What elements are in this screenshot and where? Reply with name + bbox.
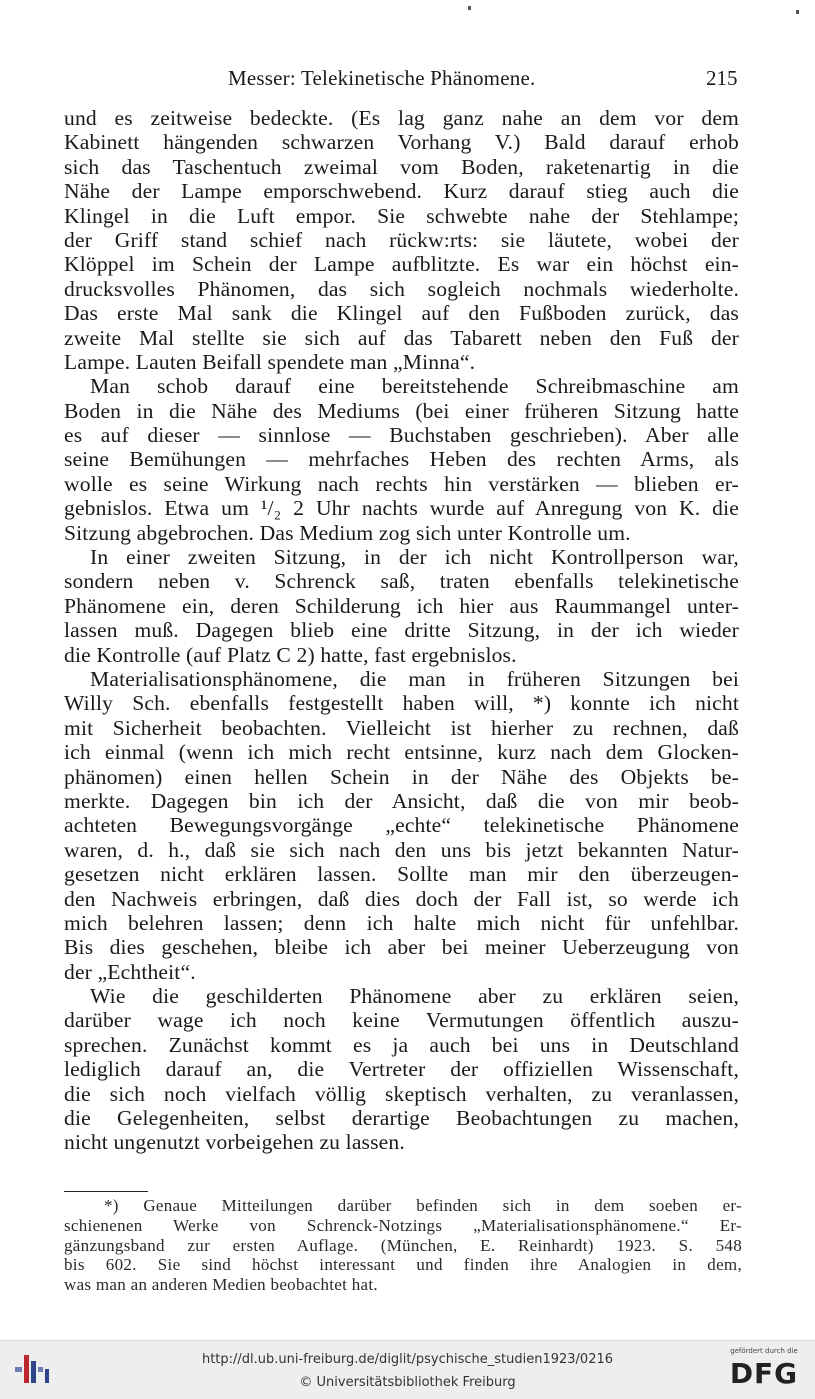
text-line: Sitzung abgebrochen. Das Medium zog sich unter Kontrolle um.: [64, 520, 631, 545]
paragraph-first-line: Materialisationsphänomene, die man in früheren Sitzungen bei: [90, 666, 739, 691]
text-line: Klöppel im Schein der Lampe aufblitzte. Es war ein höchst ein-: [64, 252, 739, 277]
text-line: gebnislos. Etwa um ¹/₂ 2 Uhr nachts wurde auf Anregung von K. die: [64, 496, 739, 521]
footnote-line: bis 602. Sie sind höchst interessant und finden ihre Analogien in dem,: [64, 1255, 742, 1275]
scan-speck: [796, 10, 799, 14]
body-text: [64, 106, 739, 1155]
text-line: nicht ungenutzt vorbeigehen zu lassen.: [64, 1130, 405, 1155]
text-line: Klingel in die Luft empor. Sie schwebte nahe der Stehlampe;: [64, 203, 739, 228]
text-line: waren, d. h., daß sie sich nach den uns bis jetzt bekannten Natur-: [64, 837, 739, 862]
text-line: Bis dies geschehen, bleibe ich aber bei meiner Ueberzeugung von: [64, 935, 739, 960]
footnote-line: schienenen Werke von Schrenck-Notzings „Materialisationsphänomene.“ Er-: [64, 1215, 742, 1235]
text-line: der Griff stand schief nach rückw:rts: sie läutete, wobei der: [64, 227, 739, 252]
footnote-rule: [64, 1191, 148, 1192]
text-line: phänomen) einen hellen Schein in der Nähe des Objekts be-: [64, 764, 739, 789]
paragraph-first-line: In einer zweiten Sitzung, in der ich nicht Kontrollperson war,: [90, 545, 739, 570]
funder-caption: gefördert durch die: [730, 1347, 798, 1355]
footnote-line: gänzungsband zur ersten Auflage. (München, E. Reinhardt) 1923. S. 548: [64, 1235, 742, 1255]
text-line: darüber wage ich noch keine Vermutungen öffentlich auszu-: [64, 1008, 739, 1033]
viewer-footer: [0, 1340, 815, 1399]
dfg-funder-badge[interactable]: [720, 1347, 808, 1395]
page-header: [0, 64, 815, 94]
text-line: seine Bemühungen — mehrfaches Heben des rechten Arms, als: [64, 447, 739, 472]
scan-speck: [468, 6, 471, 10]
footnote-line: was man an anderen Medien beobachtet hat.: [64, 1275, 378, 1295]
text-line: sich das Taschentuch zweimal vom Boden, raketenartig in die: [64, 154, 739, 179]
text-line: gesetzen nicht erklären lassen. Sollte man mir den überzeugen-: [64, 862, 739, 887]
running-title: Messer: Telekinetische Phänomene.: [228, 66, 536, 90]
text-line: und es zeitweise bedeckte. (Es lag ganz nahe an dem vor dem: [64, 106, 739, 130]
text-line: mich belehren lassen; denn ich halte mich nicht für unfehlbar.: [64, 910, 739, 935]
text-line: mit Sicherheit beobachten. Vielleicht ist hierher zu rechnen, daß: [64, 715, 739, 740]
footnote: [64, 1196, 742, 1295]
text-line: der „Echtheit“.: [64, 959, 196, 984]
text-line: wolle es seine Wirkung nach rechts hin verstärken — blieben er-: [64, 471, 739, 496]
text-line: drucksvolles Phänomen, das sich sogleich nochmals wiederholte.: [64, 276, 739, 301]
text-line: Phänomene ein, deren Schilderung ich hier aus Raummangel unter-: [64, 593, 739, 618]
paragraph-first-line: Wie die geschilderten Phänomene aber zu erklären seien,: [90, 984, 739, 1009]
copyright-notice: © Universitätsbibliothek Freiburg: [299, 1375, 516, 1390]
text-line: ich einmal (wenn ich mich recht entsinne, kurz nach dem Glocken-: [64, 740, 739, 765]
footnote-line: *) Genaue Mitteilungen darüber befinden sich in dem soeben er-: [104, 1196, 742, 1215]
text-line: den Nachweis erbringen, daß dies doch der Fall ist, so werde ich: [64, 886, 739, 911]
permalink-url[interactable]: http://dl.ub.uni-freiburg.de/diglit/psychische_studien1923/0216: [201, 1352, 614, 1367]
text-line: sprechen. Zunächst kommt es ja auch bei uns in Deutschland: [64, 1032, 739, 1057]
text-line: achteten Bewegungsvorgänge „echte“ telekinetische Phänomene: [64, 813, 739, 838]
text-line: Willy Sch. ebenfalls festgestellt haben will, *) konnte ich nicht: [64, 691, 739, 716]
text-line: lediglich darauf an, die Vertreter der offiziellen Wissenschaft,: [64, 1057, 739, 1082]
paragraph-first-line: Man schob darauf eine bereitstehende Schreibmaschine am: [90, 374, 739, 399]
text-line: Kabinett hängenden schwarzen Vorhang V.) Bald darauf erhob: [64, 130, 739, 155]
text-line: sondern neben v. Schrenck saß, traten ebenfalls telekinetische: [64, 569, 739, 594]
text-line: lassen muß. Dagegen blieb eine dritte Sitzung, in der ich wieder: [64, 618, 739, 643]
text-line: Nähe der Lampe emporschwebend. Kurz darauf stieg auch die: [64, 179, 739, 204]
page-number: 215: [706, 66, 738, 90]
text-line: merkte. Dagegen bin ich der Ansicht, daß die von mir beob-: [64, 788, 739, 813]
text-line: es auf dieser — sinnlose — Buchstaben geschrieben). Aber alle: [64, 423, 739, 448]
text-line: Das erste Mal sank die Klingel auf den Fußboden zurück, das: [64, 301, 739, 326]
text-line: zweite Mal stellte sie sich auf das Tabarett neben den Fuß der: [64, 325, 739, 350]
text-line: die Kontrolle (auf Platz C 2) hatte, fast ergebnislos.: [64, 642, 517, 667]
text-line: die Gelegenheiten, selbst derartige Beobachtungen zu machen,: [64, 1106, 739, 1131]
dfg-logo: DFG: [729, 1357, 799, 1390]
text-line: die sich noch vielfach völlig skeptisch verhalten, zu veranlassen,: [64, 1081, 739, 1106]
text-line: Boden in die Nähe des Mediums (bei einer früheren Sitzung hatte: [64, 398, 739, 423]
text-line: Lampe. Lauten Beifall spendete man „Minna“.: [64, 349, 476, 374]
